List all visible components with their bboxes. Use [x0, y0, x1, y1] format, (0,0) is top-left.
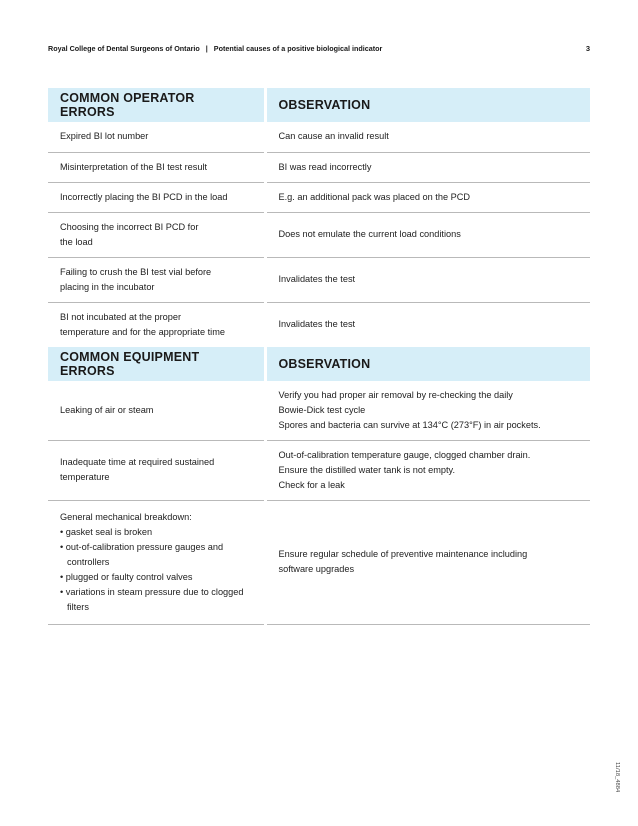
error-cell: Misinterpretation of the BI test result	[48, 152, 265, 182]
table-row	[48, 212, 590, 257]
error-cell: BI not incubated at the proper temperature and for the appropriate time	[60, 311, 225, 337]
table-row	[48, 122, 590, 152]
observation-heading: OBSERVATION	[265, 347, 590, 381]
table-row	[48, 440, 590, 500]
observation-heading: OBSERVATION	[265, 88, 590, 122]
document-code: 11/18_4884	[614, 762, 620, 793]
errors-table	[48, 88, 590, 625]
equipment-header-row	[48, 347, 590, 381]
observation-cell: Does not emulate the current load conditions	[265, 212, 590, 257]
table-row	[48, 500, 590, 624]
table-row	[48, 257, 590, 302]
observation-cell: Invalidates the test	[265, 257, 590, 302]
list-item: • gasket seal is broken	[60, 526, 153, 537]
observation-cell: E.g. an additional pack was placed on the PCD	[265, 182, 590, 212]
table-row	[48, 182, 590, 212]
table-row	[48, 302, 590, 347]
operator-errors-heading: COMMON OPERATOR ERRORS	[48, 88, 265, 122]
error-cell: Inadequate time at required sustained temperature	[48, 440, 265, 500]
equipment-errors-heading: COMMON EQUIPMENT ERRORS	[48, 347, 265, 381]
list-item: • variations in steam pressure due to clogged filters	[60, 586, 244, 612]
list-item: • out-of-calibration pressure gauges and controllers	[60, 541, 224, 567]
error-cell: Incorrectly placing the BI PCD in the load	[48, 182, 265, 212]
observation-cell: Verify you had proper air removal by re-checking the daily Bowie-Dick test cycle Spores and bacteria can survive at 134°C (273°F) in air pockets.	[265, 381, 590, 441]
error-cell: Expired BI lot number	[48, 122, 265, 152]
header-separator: |	[205, 44, 208, 53]
observation-cell: Can cause an invalid result	[265, 122, 590, 152]
table-row	[48, 381, 590, 441]
observation-cell: Ensure regular schedule of preventive maintenance including software upgrades	[265, 500, 590, 624]
operator-header-row	[48, 88, 590, 122]
observation-cell: Out-of-calibration temperature gauge, clogged chamber drain. Ensure the distilled water tank is not empty. Check for a leak	[265, 440, 590, 500]
list-item: • plugged or faulty control valves	[60, 571, 193, 582]
page-number: 3	[585, 44, 590, 53]
running-header	[48, 44, 382, 53]
error-cell: Choosing the incorrect BI PCD for the load	[48, 212, 265, 257]
error-cell: Leaking of air or steam	[48, 381, 265, 441]
observation-cell: Invalidates the test	[265, 302, 590, 347]
document-title: Potential causes of a positive biological indicator	[213, 44, 383, 53]
error-cell: Failing to crush the BI test vial before placing in the incubator	[48, 257, 265, 302]
error-cell: General mechanical breakdown: • gasket seal is broken • out-of-calibration pressure gauges and controllers • plugged or faulty control valves • variations in steam pressure due to clogged filters	[48, 500, 265, 624]
table-row	[48, 152, 590, 182]
organization-name: Royal College of Dental Surgeons of Ontario	[48, 44, 200, 53]
observation-cell: BI was read incorrectly	[265, 152, 590, 182]
